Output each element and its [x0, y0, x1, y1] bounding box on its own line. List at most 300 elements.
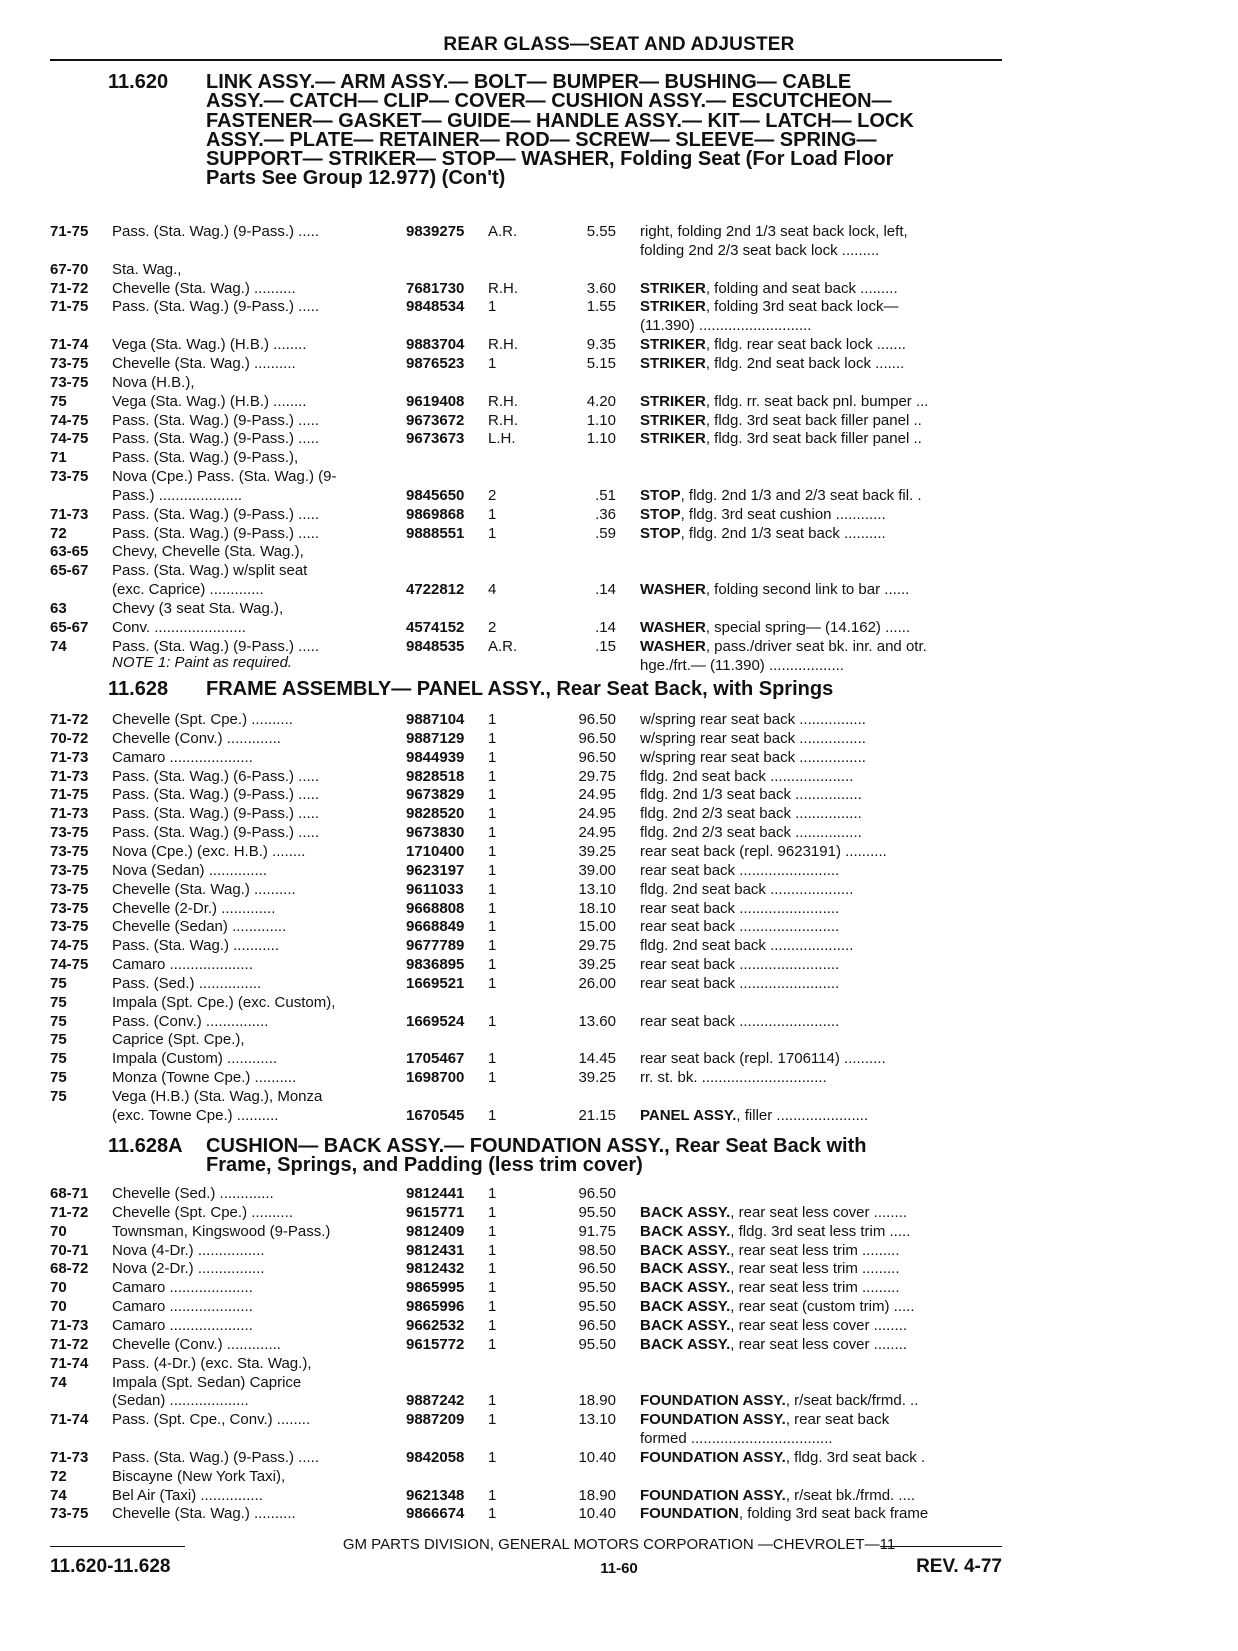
model-years: 73-75	[50, 861, 89, 879]
part-detail: , folding second link to bar ......	[705, 581, 910, 599]
table-row	[0, 955, 1238, 974]
table-row	[0, 467, 1238, 486]
table-row	[0, 411, 1238, 430]
table-row	[0, 1486, 1238, 1505]
part-name: BACK ASSY.	[640, 1241, 731, 1259]
part-number: 9866674	[406, 1505, 465, 1523]
part-description	[640, 524, 1006, 543]
model-description: Vega (Sta. Wag.) (H.B.) ........	[112, 392, 307, 410]
model-description: Pass. (Sta. Wag.) (9-Pass.),	[112, 449, 299, 467]
model-description: Nova (Sedan) ..............	[112, 861, 268, 879]
part-description	[640, 1068, 1006, 1087]
model-years: 75	[50, 1031, 67, 1049]
table-row	[0, 1241, 1238, 1260]
price: 39.25	[578, 956, 616, 974]
model-years: 71-72	[50, 279, 89, 297]
table-row	[0, 392, 1238, 411]
part-description	[640, 618, 1006, 637]
part-description	[640, 936, 1006, 955]
model-years: 74-75	[50, 937, 89, 955]
part-detail: (11.390) ...........................	[640, 317, 812, 335]
part-description	[640, 1259, 1006, 1278]
table-row	[0, 1012, 1238, 1031]
part-description	[640, 1297, 1006, 1316]
part-detail: , folding 3rd seat back frame	[738, 1505, 929, 1523]
part-name: STRIKER	[640, 279, 706, 297]
part-detail: rear seat back ........................	[640, 974, 840, 992]
group-description-line: SUPPORT— STRIKER— STOP— WASHER, Folding Seat (For Load Floor	[206, 148, 894, 171]
model-description: Pass. (Sta. Wag.) (9-Pass.) .....	[112, 524, 319, 542]
model-years: 67-70	[50, 260, 89, 278]
model-description: (exc. Caprice) .............	[112, 581, 264, 599]
part-number: 9887104	[406, 711, 465, 728]
part-detail: hge./frt.— (11.390) ..................	[640, 656, 844, 674]
footer-publisher: GM PARTS DIVISION, GENERAL MOTORS CORPORATION —CHEVROLET—11	[342, 1536, 896, 1553]
quantity: 1	[488, 1316, 497, 1334]
part-number: 9888551	[406, 524, 465, 542]
part-detail: fldg. 2nd 2/3 seat back ................	[640, 805, 862, 823]
part-detail: , fldg. 3rd seat less trim .....	[730, 1222, 911, 1240]
model-description: Camaro ....................	[112, 956, 253, 974]
part-number: 9615771	[406, 1203, 465, 1221]
part-number: 9619408	[406, 392, 465, 410]
part-description	[640, 241, 1006, 260]
group-code: 11.628A	[108, 1135, 183, 1157]
quantity: 1	[488, 880, 497, 898]
part-number: 9677789	[406, 937, 465, 955]
footer-group-range: 11.620-11.628	[50, 1556, 171, 1577]
part-detail: fldg. 2nd 2/3 seat back ................	[640, 824, 862, 842]
table-row	[0, 429, 1238, 448]
price: 10.40	[578, 1505, 616, 1523]
table-row	[0, 1049, 1238, 1068]
quantity: 1	[488, 974, 497, 992]
part-name: STRIKER	[640, 392, 706, 410]
table-row	[0, 1106, 1238, 1125]
quantity: 1	[488, 1203, 497, 1221]
table-row	[0, 524, 1238, 543]
group-description-line: CUSHION— BACK ASSY.— FOUNDATION ASSY., Rear Seat Back with	[206, 1135, 867, 1157]
group-description-line: ASSY.— CATCH— CLIP— COVER— CUSHION ASSY.— ESCUTCHEON—	[206, 90, 892, 113]
footer-revision: REV. 4-77	[916, 1556, 1002, 1577]
group-description: FRAME ASSEMBLY— PANEL ASSY., Rear Seat Back, with Springs	[206, 678, 834, 700]
model-description: Pass. (Sta. Wag.) (9-Pass.) .....	[112, 786, 319, 804]
model-years: 73-75	[50, 1505, 89, 1523]
price: 95.50	[578, 1279, 616, 1297]
quantity: 1	[488, 1260, 497, 1278]
part-number: 1710400	[406, 842, 465, 860]
part-description	[640, 316, 1006, 335]
model-description: Pass. (Spt. Cpe., Conv.) ........	[112, 1411, 311, 1429]
model-years: 72	[50, 524, 67, 542]
part-description	[640, 1278, 1006, 1297]
price: .15	[595, 637, 616, 655]
model-years: 71-72	[50, 711, 89, 728]
part-detail: fldg. 2nd 1/3 seat back ................	[640, 786, 862, 804]
part-number: 9673673	[406, 430, 465, 448]
part-number: 9673829	[406, 786, 465, 804]
part-name: WASHER	[640, 618, 706, 636]
part-detail: , folding 3rd seat back lock—	[705, 298, 899, 316]
part-description	[640, 1222, 1006, 1241]
part-number: 1698700	[406, 1069, 465, 1087]
part-number: 9668849	[406, 918, 465, 936]
price: 96.50	[578, 1260, 616, 1278]
model-years: 73-75	[50, 842, 89, 860]
quantity: 1	[488, 1448, 497, 1466]
quantity: 1	[488, 805, 497, 823]
model-description: Vega (H.B.) (Sta. Wag.), Monza	[112, 1088, 323, 1105]
quantity: 1	[488, 1298, 497, 1316]
part-detail: , pass./driver seat bk. inr. and otr.	[705, 637, 927, 655]
price: 9.35	[586, 336, 616, 354]
part-name: STOP	[640, 486, 681, 504]
table-row	[0, 729, 1238, 748]
model-years: 71-74	[50, 336, 89, 354]
part-description	[640, 429, 1006, 448]
part-name: STRIKER	[640, 411, 706, 429]
part-detail: , rear seat less cover ........	[730, 1316, 908, 1334]
part-detail: rear seat back ........................	[640, 1012, 840, 1030]
quantity: 1	[488, 824, 497, 842]
quantity: 1	[488, 1392, 497, 1410]
quantity: 1	[488, 729, 497, 747]
price: 24.95	[578, 805, 616, 823]
model-years: 71-73	[50, 505, 89, 523]
quantity: 1	[488, 1106, 497, 1124]
model-description: Chevelle (Sta. Wag.) ..........	[112, 279, 296, 297]
quantity: 1	[488, 956, 497, 974]
part-number: 1669524	[406, 1012, 465, 1030]
table-row	[0, 260, 1238, 279]
part-number: 4574152	[406, 618, 465, 636]
model-years: 65-67	[50, 562, 89, 580]
part-description	[640, 842, 1006, 861]
quantity: 1	[488, 1069, 497, 1087]
table-row	[0, 748, 1238, 767]
part-description	[640, 1049, 1006, 1068]
quantity: 1	[488, 1486, 497, 1504]
quantity: 1	[488, 748, 497, 766]
model-description: Pass. (Sta. Wag.) (9-Pass.) .....	[112, 824, 319, 842]
title-rule	[50, 59, 1002, 61]
quantity: R.H.	[488, 279, 518, 297]
quantity: 1	[488, 861, 497, 879]
table-row	[0, 1184, 1238, 1203]
model-description: Impala (Custom) ............	[112, 1050, 278, 1068]
group-description-line: ASSY.— PLATE— RETAINER— ROD— SCREW— SLEEVE— SPRING—	[206, 128, 877, 151]
price: 96.50	[578, 729, 616, 747]
price: 39.00	[578, 861, 616, 879]
model-years: 74-75	[50, 430, 89, 448]
part-name: BACK ASSY.	[640, 1335, 731, 1353]
part-detail: , fldg. 2nd 1/3 seat back ..........	[680, 524, 886, 542]
group-description	[206, 73, 998, 189]
part-description	[640, 656, 1006, 675]
model-description: Pass. (Sed.) ...............	[112, 974, 262, 992]
part-detail: , r/seat back/frmd. ..	[785, 1392, 919, 1410]
part-name: STRIKER	[640, 354, 706, 372]
group-code: 11.620	[108, 71, 169, 93]
part-number: 9812441	[406, 1185, 465, 1202]
part-description	[640, 1335, 1006, 1354]
table-row	[0, 1448, 1238, 1467]
quantity: 1	[488, 1411, 497, 1429]
price: 39.25	[578, 842, 616, 860]
model-years: 68-71	[50, 1185, 89, 1202]
model-description: Camaro ....................	[112, 1298, 253, 1316]
model-description: Chevelle (2-Dr.) .............	[112, 899, 276, 917]
part-number: 9812431	[406, 1241, 465, 1259]
quantity: 1	[488, 711, 497, 728]
model-description: Pass. (Conv.) ...............	[112, 1012, 269, 1030]
table-row	[0, 335, 1238, 354]
model-years: 70	[50, 1222, 67, 1240]
model-description: Nova (2-Dr.) ................	[112, 1260, 265, 1278]
footer-page-number: 11-60	[600, 1560, 638, 1577]
part-number: 9865996	[406, 1298, 465, 1316]
part-description	[640, 1504, 1006, 1523]
table-row	[0, 1222, 1238, 1241]
group-description	[206, 1137, 998, 1176]
model-years: 70-72	[50, 729, 89, 747]
part-description	[640, 1241, 1006, 1260]
group-description-line: Frame, Springs, and Padding (less trim cover)	[206, 1154, 643, 1177]
table-row	[0, 599, 1238, 618]
model-years: 70	[50, 1279, 67, 1297]
part-number: 9623197	[406, 861, 465, 879]
price: 91.75	[578, 1222, 616, 1240]
model-years: 71-75	[50, 223, 89, 240]
table-row	[0, 542, 1238, 561]
price: .51	[595, 486, 616, 504]
part-detail: , r/seat bk./frmd. ....	[785, 1486, 916, 1504]
part-detail: , rear seat less trim .........	[730, 1260, 900, 1278]
part-description	[640, 335, 1006, 354]
model-description: Bel Air (Taxi) ...............	[112, 1486, 263, 1504]
part-number: 1669521	[406, 974, 465, 992]
part-name: FOUNDATION	[640, 1505, 739, 1523]
page-title: REAR GLASS—SEAT AND ADJUSTER	[443, 34, 795, 55]
price: 96.50	[578, 711, 616, 728]
model-description: Chevelle (Sta. Wag.) ..........	[112, 880, 296, 898]
part-number: 9869868	[406, 505, 465, 523]
model-description: Pass. (Sta. Wag.) (9-Pass.) .....	[112, 637, 319, 655]
part-description	[640, 1486, 1006, 1505]
model-years: 71-72	[50, 1203, 89, 1221]
part-detail: rear seat back (repl. 1706114) ..........	[640, 1050, 886, 1068]
part-description	[640, 729, 1006, 748]
quantity: 1	[488, 354, 497, 372]
part-detail: rear seat back ........................	[640, 956, 840, 974]
quantity: 1	[488, 918, 497, 936]
model-description: Nova (Cpe.) (exc. H.B.) ........	[112, 842, 306, 860]
part-detail: rr. st. bk. ..............................	[640, 1069, 827, 1087]
table-row	[0, 936, 1238, 955]
part-description	[640, 297, 1006, 316]
part-description	[640, 354, 1006, 373]
part-name: PANEL ASSY.	[640, 1106, 737, 1124]
model-years: 73-75	[50, 468, 89, 486]
part-name: FOUNDATION ASSY.	[640, 1448, 786, 1466]
part-name: BACK ASSY.	[640, 1279, 731, 1297]
quantity: 1	[488, 899, 497, 917]
quantity: R.H.	[488, 392, 518, 410]
price: .59	[595, 524, 616, 542]
model-description: Chevelle (Sedan) .............	[112, 918, 287, 936]
model-description: Pass. (Sta. Wag.) (9-Pass.) .....	[112, 805, 319, 823]
part-number: 9887129	[406, 729, 465, 747]
quantity: A.R.	[488, 637, 518, 655]
model-years: 73-75	[50, 918, 89, 936]
part-name: BACK ASSY.	[640, 1203, 731, 1221]
part-description	[640, 917, 1006, 936]
part-description	[640, 1410, 1006, 1429]
quantity: 1	[488, 1241, 497, 1259]
table-row	[0, 1373, 1238, 1392]
quantity: 1	[488, 505, 497, 523]
model-description: Nova (4-Dr.) ................	[112, 1241, 265, 1259]
price: 18.90	[578, 1486, 616, 1504]
model-description: Camaro ....................	[112, 748, 253, 766]
price: 5.55	[586, 223, 616, 240]
group-code: 11.628	[108, 678, 169, 700]
price: 18.90	[578, 1392, 616, 1410]
model-years: 71	[50, 449, 67, 467]
model-description: Pass. (Sta. Wag.) (9-Pass.) .....	[112, 505, 319, 523]
part-detail: , fldg. 3rd seat back filler panel ..	[705, 430, 922, 448]
part-name: FOUNDATION ASSY.	[640, 1411, 786, 1429]
price: 14.45	[578, 1050, 616, 1068]
part-name: STRIKER	[640, 430, 706, 448]
group-description-line: FASTENER— GASKET— GUIDE— HANDLE ASSY.— KIT— LATCH— LOCK	[206, 109, 914, 132]
table-row	[0, 1316, 1238, 1335]
table-row	[0, 561, 1238, 580]
part-detail: , rear seat back	[785, 1411, 890, 1429]
model-description: Nova (Cpe.) Pass. (Sta. Wag.) (9-	[112, 468, 337, 486]
part-number: 9848535	[406, 637, 465, 655]
model-years: 74	[50, 1373, 67, 1391]
part-detail: , folding and seat back .........	[705, 279, 898, 297]
part-detail: rear seat back ........................	[640, 918, 840, 936]
model-description: Chevelle (Conv.) .............	[112, 729, 281, 747]
model-description: Pass. (Sta. Wag.) (6-Pass.) .....	[112, 767, 319, 785]
group-description-line: LINK ASSY.— ARM ASSY.— BOLT— BUMPER— BUSHING— CABLE	[206, 71, 852, 93]
model-years: 75	[50, 1012, 67, 1030]
price: 18.10	[578, 899, 616, 917]
part-detail: , fldg. 3rd seat back .	[785, 1448, 926, 1466]
part-name: BACK ASSY.	[640, 1222, 731, 1240]
part-number: 9842058	[406, 1448, 465, 1466]
table-row	[0, 917, 1238, 936]
part-detail: w/spring rear seat back ................	[640, 729, 866, 747]
model-years: 71-72	[50, 1335, 89, 1353]
part-name: FOUNDATION ASSY.	[640, 1392, 786, 1410]
part-description	[640, 1203, 1006, 1222]
part-name: BACK ASSY.	[640, 1316, 731, 1334]
model-description: Pass. (Sta. Wag.) (9-Pass.) .....	[112, 411, 319, 429]
table-row	[0, 974, 1238, 993]
table-row	[0, 618, 1238, 637]
part-detail: , special spring— (14.162) ......	[705, 618, 911, 636]
part-description	[640, 785, 1006, 804]
price: 15.00	[578, 918, 616, 936]
model-years: 71-73	[50, 1448, 89, 1466]
part-detail: w/spring rear seat back ................	[640, 711, 866, 728]
part-number: 9673830	[406, 824, 465, 842]
part-description	[640, 505, 1006, 524]
part-description	[640, 637, 1006, 656]
part-number: 9883704	[406, 336, 465, 354]
part-detail: rear seat back (repl. 9623191) ..........	[640, 842, 887, 860]
price: 29.75	[578, 937, 616, 955]
quantity: 1	[488, 1185, 497, 1202]
part-detail: , rear seat (custom trim) .....	[730, 1298, 915, 1316]
quantity: R.H.	[488, 411, 518, 429]
part-number: 9876523	[406, 354, 465, 372]
group-header-11-620	[108, 73, 998, 189]
model-years: 71-73	[50, 1316, 89, 1334]
part-detail: rear seat back ........................	[640, 861, 840, 879]
quantity: 1	[488, 767, 497, 785]
part-description	[640, 861, 1006, 880]
part-number: 9668808	[406, 899, 465, 917]
model-years: 75	[50, 1069, 67, 1087]
part-name: FOUNDATION ASSY.	[640, 1486, 786, 1504]
part-name: STRIKER	[640, 336, 706, 354]
model-description: Pass.) ....................	[112, 486, 243, 504]
quantity: 1	[488, 1050, 497, 1068]
model-description: Vega (Sta. Wag.) (H.B.) ........	[112, 336, 307, 354]
part-detail: , filler ......................	[736, 1106, 869, 1124]
part-detail: w/spring rear seat back ................	[640, 748, 866, 766]
model-years: 74-75	[50, 956, 89, 974]
model-description: (Sedan) ...................	[112, 1392, 249, 1410]
part-description	[640, 710, 1006, 729]
part-description	[640, 1012, 1006, 1031]
part-detail: , fldg. 3rd seat cushion ............	[680, 505, 886, 523]
model-description: Pass. (Sta. Wag.) (9-Pass.) .....	[112, 430, 319, 448]
model-description: Camaro ....................	[112, 1316, 253, 1334]
part-description	[640, 222, 1006, 241]
model-description: Pass. (Sta. Wag.) (9-Pass.) .....	[112, 223, 319, 240]
quantity: 1	[488, 524, 497, 542]
table-row	[0, 710, 1238, 729]
table-row	[0, 637, 1238, 656]
part-description	[640, 279, 1006, 298]
part-number: 9812432	[406, 1260, 465, 1278]
part-detail: folding 2nd 2/3 seat back lock .........	[640, 241, 880, 259]
model-years: 71-74	[50, 1411, 89, 1429]
model-description: Pass. (Sta. Wag.) ...........	[112, 937, 279, 955]
model-description: Pass. (Sta. Wag.) (9-Pass.) .....	[112, 1448, 319, 1466]
model-years: 75	[50, 392, 67, 410]
part-detail: fldg. 2nd seat back ....................	[640, 880, 854, 898]
model-description: Caprice (Spt. Cpe.),	[112, 1031, 245, 1049]
table-row	[0, 279, 1238, 298]
table-row	[0, 767, 1238, 786]
part-detail: , rear seat less cover ........	[730, 1203, 908, 1221]
part-detail: fldg. 2nd seat back ....................	[640, 937, 854, 955]
table-row	[0, 1467, 1238, 1486]
table-row	[0, 861, 1238, 880]
model-description: Camaro ....................	[112, 1279, 253, 1297]
footer-rule-right	[880, 1546, 1002, 1547]
model-description: Chevy, Chevelle (Sta. Wag.),	[112, 543, 304, 561]
model-years: 75	[50, 974, 67, 992]
part-number: 1705467	[406, 1050, 465, 1068]
model-description: Nova (H.B.),	[112, 373, 195, 391]
